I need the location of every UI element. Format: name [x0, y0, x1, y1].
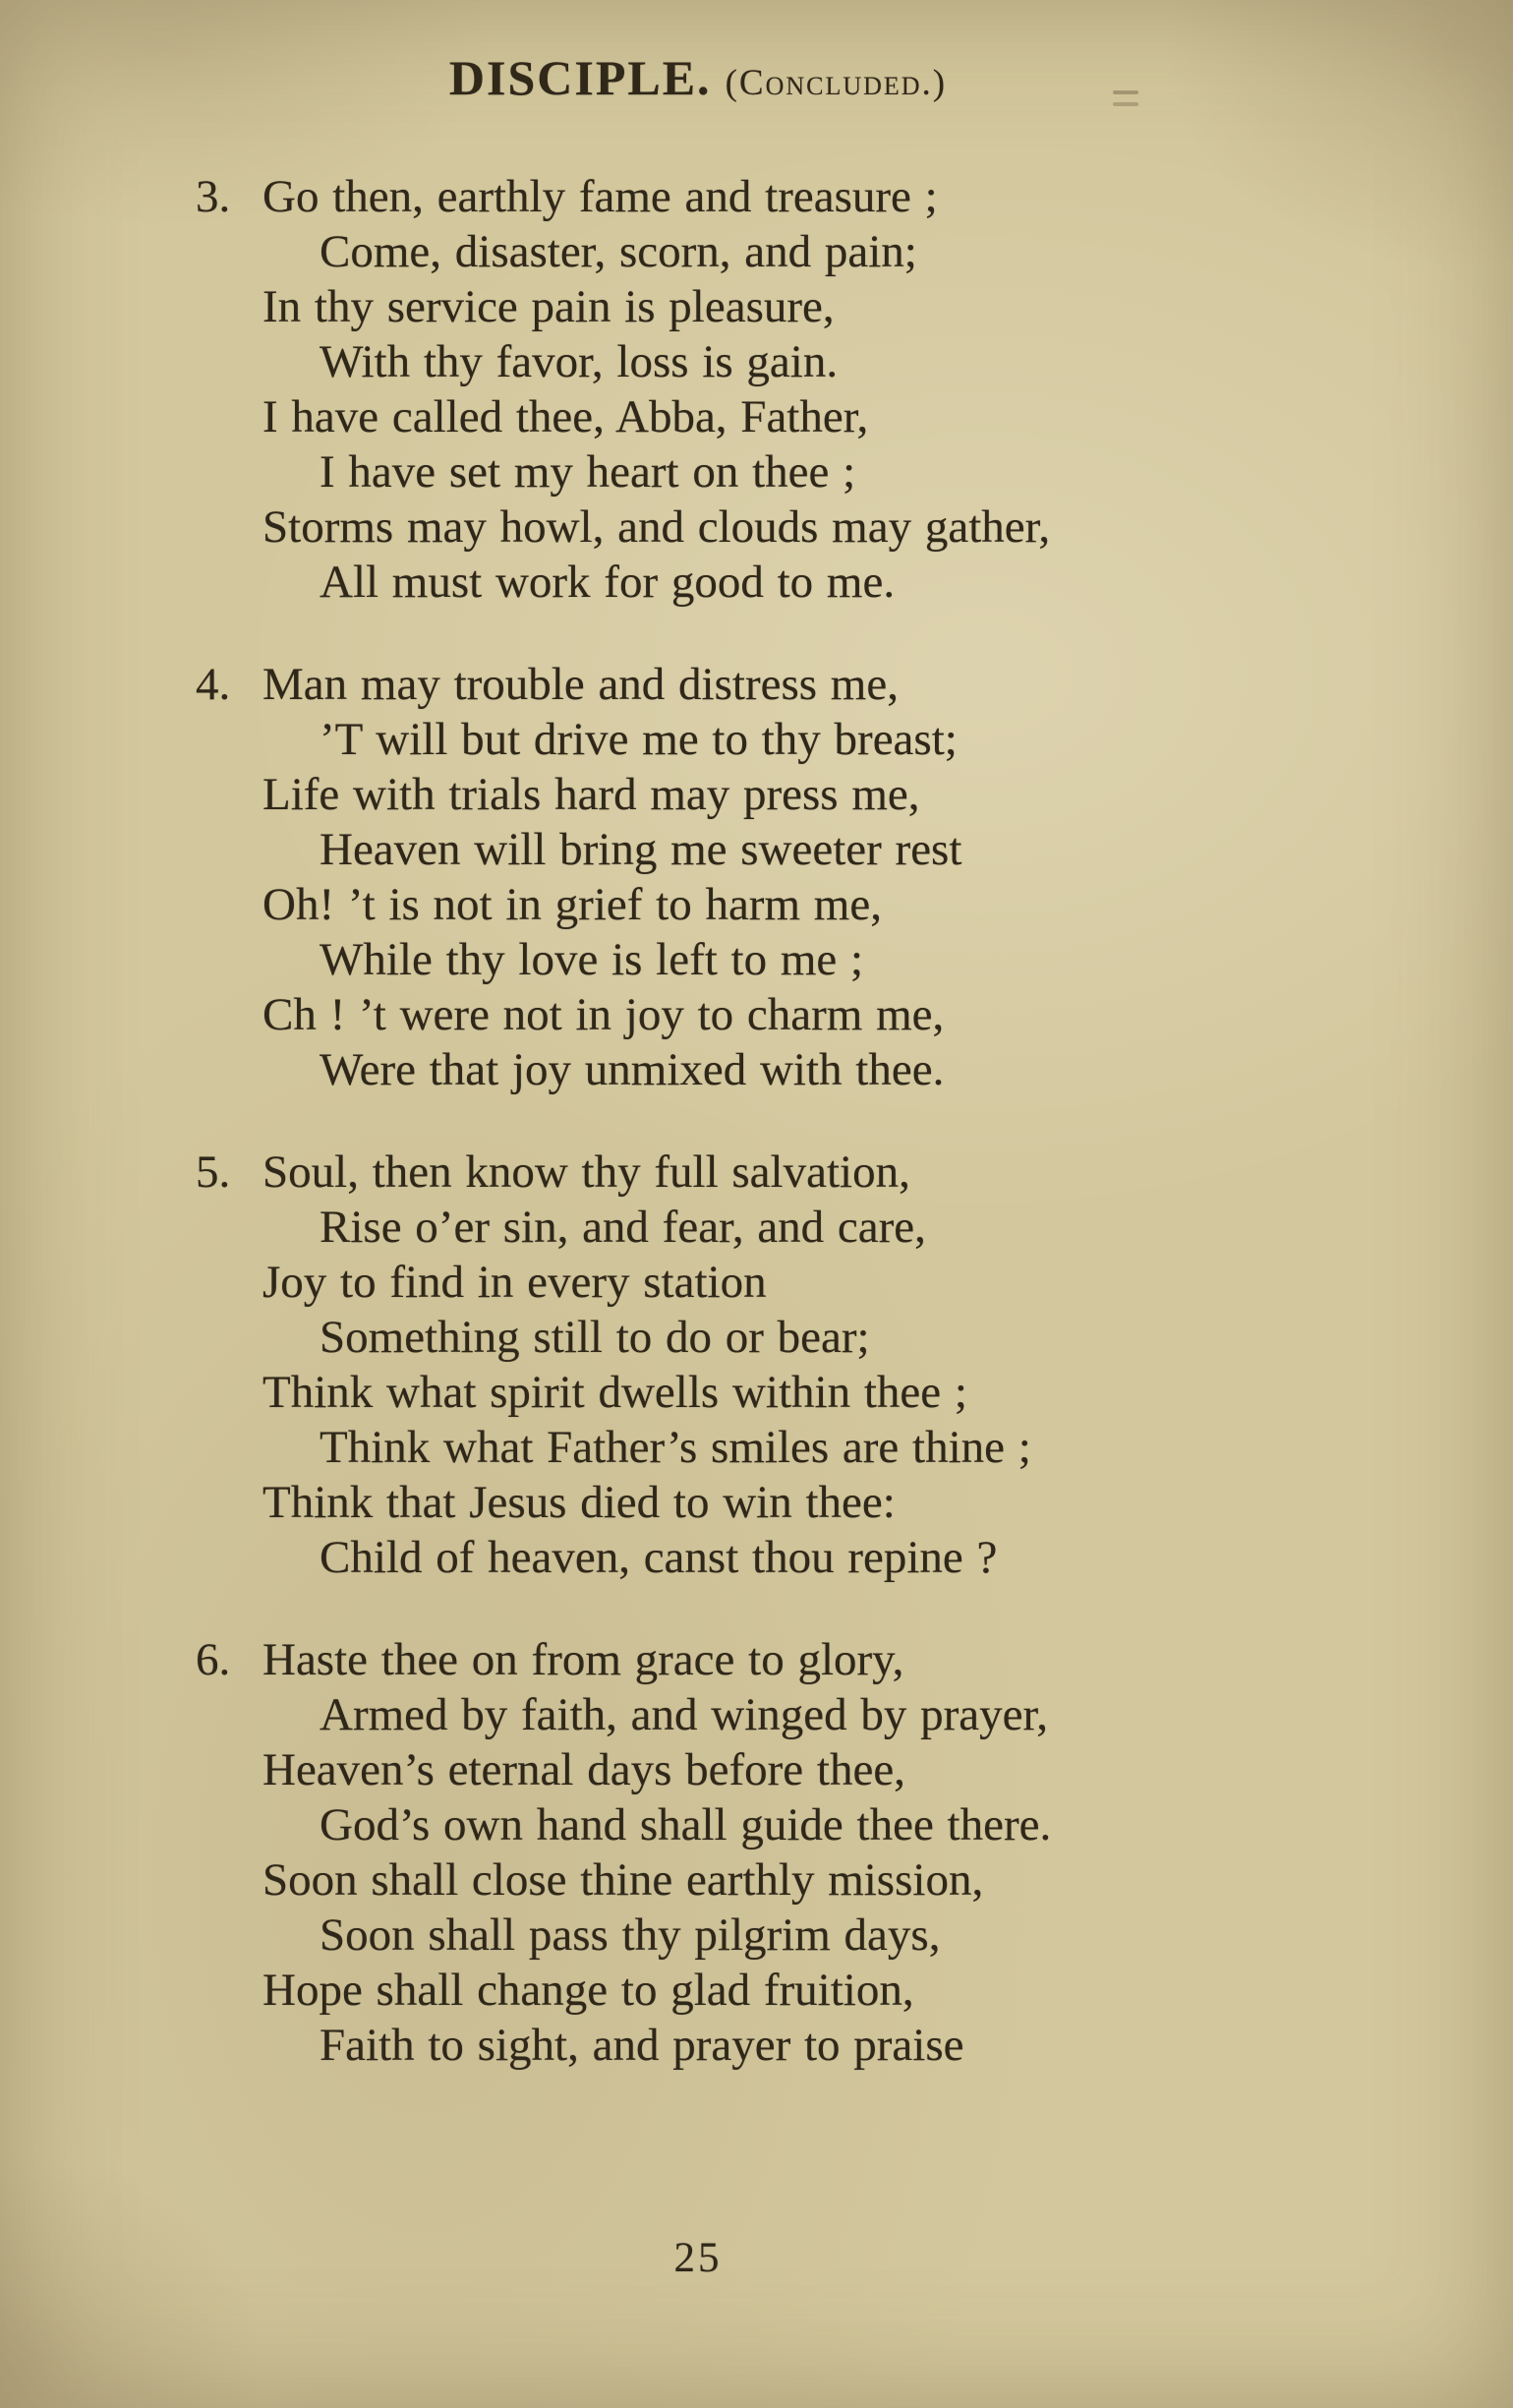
verse — [192, 169, 1204, 610]
verse-line: With thy favor, loss is gain. — [320, 336, 839, 387]
verse-line: Faith to sight, and prayer to praise — [320, 2020, 964, 2071]
verse-line: Hope shall change to glad fruition, — [262, 1965, 914, 2016]
verse-line: In thy service pain is pleasure, — [262, 281, 835, 332]
hymn-title: DISCIPLE. — [448, 50, 712, 105]
verse-line: Haste thee on from grace to glory, — [262, 1634, 904, 1685]
verse-line: Life with trials hard may press me, — [262, 769, 920, 820]
scan-smudge-artifact — [1113, 90, 1138, 94]
verse — [192, 1145, 1204, 1585]
verse-line: Heaven will bring me sweeter rest — [320, 824, 962, 875]
verse-line: ’T will but drive me to thy breast; — [320, 714, 958, 765]
page-header — [192, 49, 1204, 106]
verse-line: Joy to find in every station — [262, 1257, 767, 1308]
verse-line: Think what Father’s smiles are thine ; — [320, 1422, 1031, 1473]
verse-line: Soon shall close thine earthly mission, — [262, 1854, 984, 1906]
verse-line: Storms may howl, and clouds may gather, — [262, 501, 1051, 553]
verse-line: Come, disaster, scorn, and pain; — [320, 226, 917, 277]
verses-container — [192, 169, 1204, 2073]
verse-line: Ch ! ’t were not in joy to charm me, — [262, 989, 945, 1040]
verse-number: 3. — [196, 171, 231, 222]
verse — [192, 657, 1204, 1097]
verse-line: Were that joy unmixed with thee. — [320, 1044, 945, 1095]
verse-line: God’s own hand shall guide thee there. — [320, 1799, 1052, 1850]
verse-line: Man may trouble and distress me, — [262, 659, 899, 710]
verse-line: All must work for good to me. — [320, 557, 896, 608]
hymn-subtitle: (Concluded.) — [725, 63, 948, 103]
verse-line: Child of heaven, canst thou repine ? — [320, 1532, 998, 1583]
verse-number: 4. — [196, 659, 231, 710]
verse — [192, 1632, 1204, 2073]
verse-line: Armed by faith, and winged by prayer, — [320, 1689, 1049, 1740]
verse-line: Think what spirit dwells within thee ; — [262, 1367, 967, 1418]
page-number: 25 — [673, 2235, 723, 2281]
verse-line: Something still to do or bear; — [320, 1312, 870, 1363]
verse-number: 6. — [196, 1634, 231, 1685]
verse-line: I have called thee, Abba, Father, — [262, 391, 869, 442]
verse-line: Rise o’er sin, and fear, and care, — [320, 1202, 926, 1253]
verse-number: 5. — [196, 1146, 231, 1198]
verse-line: Heaven’s eternal days before thee, — [262, 1744, 905, 1795]
verse-line: I have set my heart on thee ; — [320, 446, 856, 498]
verse-line: Soon shall pass thy pilgrim days, — [320, 1909, 941, 1961]
verse-line: Think that Jesus died to win thee: — [262, 1477, 896, 1528]
page-content — [192, 49, 1204, 2120]
verse-line: Oh! ’t is not in grief to harm me, — [262, 879, 882, 930]
verse-line: Soul, then know thy full salvation, — [262, 1146, 910, 1198]
verse-line: While thy love is left to me ; — [320, 934, 864, 985]
verse-line: Go then, earthly fame and treasure ; — [262, 171, 938, 222]
